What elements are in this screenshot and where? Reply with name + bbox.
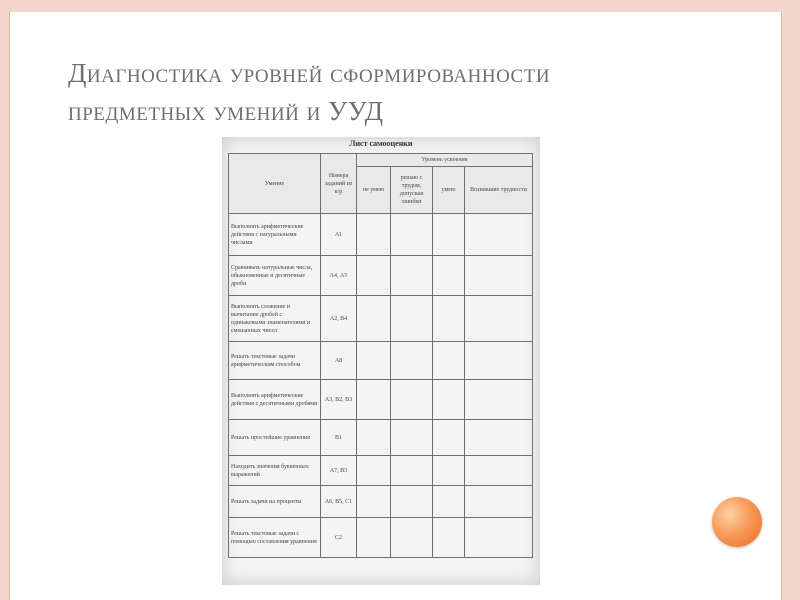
empty-mark-cell — [357, 214, 391, 256]
empty-mark-cell — [357, 380, 391, 420]
empty-mark-cell — [391, 380, 433, 420]
tasks-cell: А4, А5 — [321, 256, 357, 296]
empty-mark-cell — [465, 342, 533, 380]
skill-cell: Решать текстовые задачи арифметическим способом — [229, 342, 321, 380]
tasks-cell: С2 — [321, 518, 357, 558]
empty-mark-cell — [357, 342, 391, 380]
empty-mark-cell — [357, 518, 391, 558]
decorative-orange-circle — [712, 497, 762, 547]
empty-mark-cell — [357, 456, 391, 486]
empty-mark-cell — [465, 518, 533, 558]
header-with-difficulty: решаю с трудом, допуская ошибки — [391, 167, 433, 214]
table-row — [229, 380, 533, 420]
empty-mark-cell — [433, 214, 465, 256]
table-row — [229, 486, 533, 518]
empty-mark-cell — [465, 380, 533, 420]
slide-title — [68, 54, 688, 130]
empty-mark-cell — [465, 256, 533, 296]
empty-mark-cell — [391, 342, 433, 380]
empty-mark-cell — [433, 342, 465, 380]
table-row — [229, 296, 533, 342]
slide-title-line-1: Диагностика уровней сформированности — [68, 58, 551, 88]
skill-cell: Решать простейшие уравнения — [229, 420, 321, 456]
empty-mark-cell — [433, 256, 465, 296]
empty-mark-cell — [391, 296, 433, 342]
self-assessment-table — [228, 153, 533, 558]
empty-mark-cell — [433, 486, 465, 518]
table-row — [229, 518, 533, 558]
tasks-cell: А2, В4 — [321, 296, 357, 342]
self-assessment-sheet-image — [222, 137, 540, 585]
empty-mark-cell — [357, 486, 391, 518]
tasks-cell: А1 — [321, 214, 357, 256]
empty-mark-cell — [433, 420, 465, 456]
empty-mark-cell — [391, 420, 433, 456]
slide-title-line-2: предметных умений и УУД — [68, 96, 384, 126]
skill-cell: Выполнять арифметические действия с десятичными дробями — [229, 380, 321, 420]
table-row — [229, 256, 533, 296]
skill-cell: Находить значения буквенных выражений — [229, 456, 321, 486]
header-skill: Умение — [229, 154, 321, 214]
empty-mark-cell — [391, 518, 433, 558]
empty-mark-cell — [391, 486, 433, 518]
empty-mark-cell — [465, 486, 533, 518]
empty-mark-cell — [465, 456, 533, 486]
empty-mark-cell — [433, 456, 465, 486]
tasks-cell: А3, В2, В3 — [321, 380, 357, 420]
empty-mark-cell — [433, 380, 465, 420]
table-row — [229, 214, 533, 256]
empty-mark-cell — [433, 518, 465, 558]
skill-cell: Решать текстовые задачи с помощью составления уравнения — [229, 518, 321, 558]
empty-mark-cell — [465, 420, 533, 456]
empty-mark-cell — [465, 214, 533, 256]
table-row — [229, 456, 533, 486]
table-row — [229, 342, 533, 380]
header-difficulties: Возникшие трудности — [465, 167, 533, 214]
empty-mark-cell — [391, 256, 433, 296]
header-not-able: не умею — [357, 167, 391, 214]
empty-mark-cell — [391, 456, 433, 486]
empty-mark-cell — [357, 296, 391, 342]
empty-mark-cell — [465, 296, 533, 342]
sheet-title: Лист самооценки — [349, 139, 413, 148]
header-level: Уровень усвоения — [357, 154, 533, 167]
skill-cell: Сравнивать натуральные числа, обыкновенные и десятичные дроби — [229, 256, 321, 296]
skill-cell: Выполнять сложение и вычитание дробей с одинаковыми знаменателями и смешанных чисел — [229, 296, 321, 342]
tasks-cell: А7, В3 — [321, 456, 357, 486]
tasks-cell: В1 — [321, 420, 357, 456]
empty-mark-cell — [391, 214, 433, 256]
empty-mark-cell — [357, 420, 391, 456]
header-tasks: Номера заданий из к/р — [321, 154, 357, 214]
header-able: умею — [433, 167, 465, 214]
tasks-cell: А6, В5, С1 — [321, 486, 357, 518]
skill-cell: Решать задачи на проценты — [229, 486, 321, 518]
empty-mark-cell — [433, 296, 465, 342]
empty-mark-cell — [357, 256, 391, 296]
skill-cell: Выполнять арифметические действия с натуральными числами — [229, 214, 321, 256]
table-row — [229, 420, 533, 456]
tasks-cell: А8 — [321, 342, 357, 380]
